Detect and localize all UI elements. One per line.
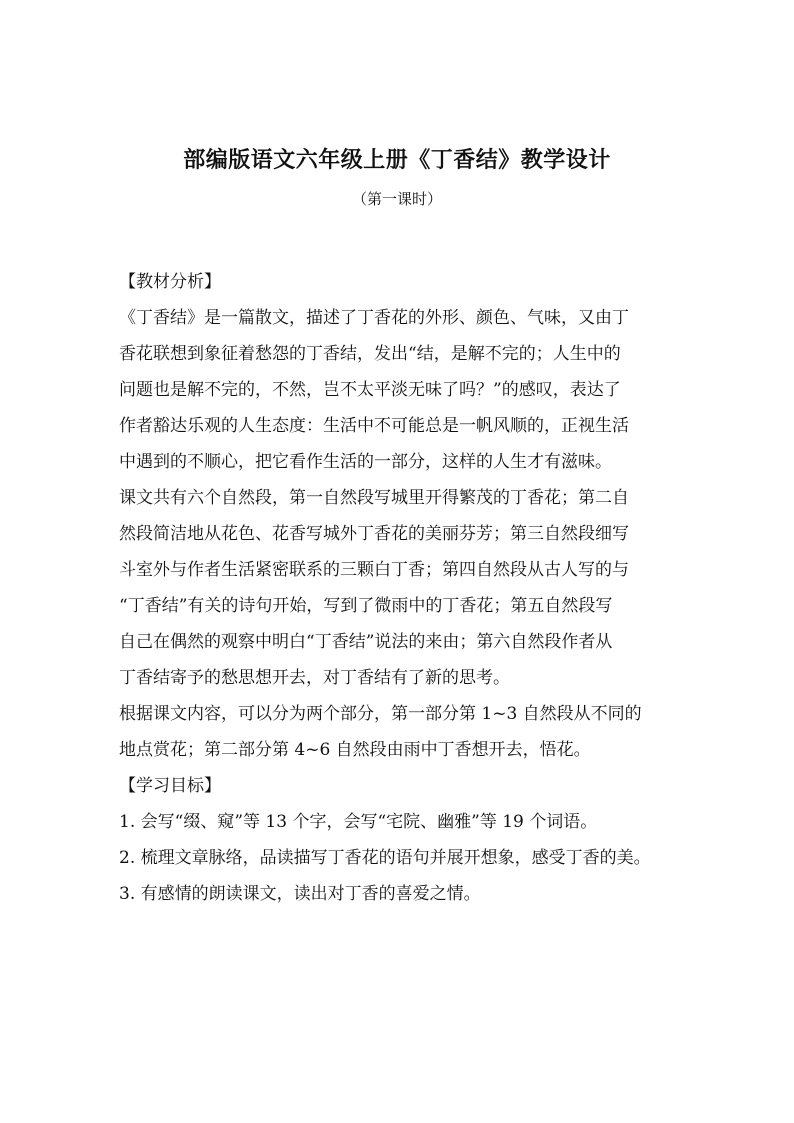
text-line: 根据课文内容，可以分为两个部分，第一部分第 1~3 自然段从不同的: [119, 704, 642, 724]
analysis-paragraph: [119, 300, 679, 768]
document-title: 部编版语文六年级上册《丁香结》教学设计: [183, 148, 611, 173]
section-heading-analysis: 【教材分析】: [119, 272, 221, 292]
objective-item: 2. 梳理文章脉络，品读描写丁香花的语句并展开想象，感受丁香的美。: [119, 848, 651, 868]
document-body: [119, 264, 679, 912]
text-line: 《丁香结》是一篇散文，描述了丁香花的外形、颜色、气味，又由丁: [119, 308, 629, 328]
text-line: 课文共有六个自然段，第一自然段写城里开得繁茂的丁香花；第二自: [119, 488, 629, 508]
text-line: 斗室外与作者生活紧密联系的三颗白丁香；第四自然段从古人写的与: [119, 560, 629, 580]
text-line: 地点赏花；第二部分第 4~6 自然段由雨中丁香想开去，悟花。: [119, 740, 591, 760]
text-line: 然段简洁地从花色、花香写城外丁香花的美丽芬芳；第三自然段细写: [119, 524, 629, 544]
text-line: 作者豁达乐观的人生态度：生活中不可能总是一帆风顺的，正视生活: [119, 416, 629, 436]
text-line: 中遇到的不顺心，把它看作生活的一部分，这样的人生才有滋味。: [119, 452, 612, 472]
text-line: “丁香结”有关的诗句开始，写到了微雨中的丁香花；第五自然段写: [119, 596, 613, 616]
text-line: 自己在偶然的观察中明白“丁香结”说法的来由；第六自然段作者从: [119, 632, 613, 652]
text-line: 香花联想到象征着愁怨的丁香结，发出“结，是解不完的；人生中的: [119, 344, 621, 364]
text-line: 丁香结寄予的愁思想开去，对丁香结有了新的思考。: [119, 668, 510, 688]
document-subtitle: （第一课时）: [351, 190, 442, 208]
objective-item: 1. 会写“缀、窥”等 13 个字，会写“宅院、幽雅”等 19 个词语。: [119, 812, 598, 832]
section-heading-objectives: 【学习目标】: [119, 776, 221, 796]
objective-item: 3. 有感情的朗读课文，读出对丁香的喜爱之情。: [119, 884, 481, 904]
text-line: 问题也是解不完的，不然，岂不太平淡无味了吗？”的感叹，表达了: [119, 380, 621, 400]
